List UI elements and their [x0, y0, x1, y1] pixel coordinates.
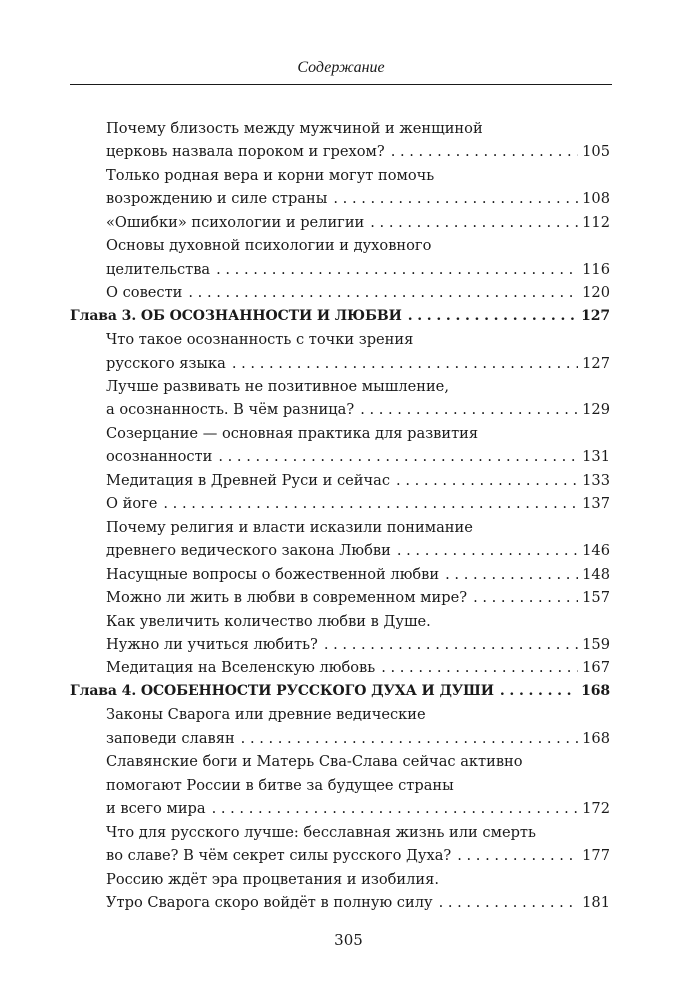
toc-entry-title-line: Почему религия и власти исказили понимание	[106, 518, 473, 536]
toc-page-number[interactable]: 127	[581, 307, 610, 324]
toc-entry[interactable]	[70, 328, 610, 375]
toc-entry-title-line: Славянские боги и Матерь Сва-Слава сейчас активно	[106, 753, 523, 771]
toc-entry-last-line	[106, 281, 610, 304]
toc-entry-title: Насущные вопросы о божественной любви	[106, 565, 440, 583]
toc-entry-last-line	[106, 891, 610, 914]
toc-entry-last-line	[106, 469, 610, 492]
toc-page-number[interactable]: 172	[582, 800, 610, 818]
toc-entry-title-line: Только родная вера и корни могут помочь	[106, 166, 435, 184]
dot-leader	[370, 211, 578, 234]
toc-entry-title: церковь назвала пороком и грехом?	[106, 143, 385, 161]
toc-entry-title-line: Лучше развивать не позитивное мышление,	[106, 377, 449, 395]
dot-leader	[163, 492, 578, 515]
dot-leader	[457, 844, 578, 867]
toc-entry-last-line	[70, 680, 610, 703]
toc-entry[interactable]	[70, 563, 610, 586]
toc-entry-title-line: Почему близость между мужчиной и женщиной	[106, 120, 483, 137]
toc-chapter-entry[interactable]	[70, 305, 610, 328]
toc-page-number[interactable]: 177	[582, 847, 610, 865]
toc-entry[interactable]	[70, 211, 610, 234]
toc-entry-last-line	[106, 211, 610, 234]
dot-leader	[397, 539, 578, 562]
toc-entry-title-line: Законы Сварога или древние ведические	[106, 706, 426, 724]
dot-leader	[324, 633, 578, 656]
toc-entry-title-line: Россию ждёт эра процветания и изобилия.	[106, 870, 439, 888]
toc-entry-title: Можно ли жить в любви в современном мире?	[106, 589, 468, 607]
toc-entry[interactable]	[70, 821, 610, 868]
toc-entry[interactable]	[70, 281, 610, 304]
running-header: Содержание	[297, 59, 385, 76]
toc-page-number[interactable]: 105	[582, 143, 610, 161]
toc-entry-last-line	[106, 258, 610, 281]
dot-leader	[212, 797, 579, 820]
toc-chapter-entry[interactable]	[70, 680, 610, 703]
toc-page-number[interactable]: 112	[582, 213, 610, 231]
toc-page-number[interactable]: 120	[582, 284, 610, 302]
dot-leader	[473, 586, 578, 609]
toc-entry-title: древнего ведического закона Любви	[106, 542, 391, 560]
toc-entry-last-line	[106, 586, 610, 609]
dot-leader	[232, 352, 578, 375]
toc-entry-last-line	[106, 187, 610, 210]
toc-page-number[interactable]: 148	[582, 565, 610, 583]
toc-page-number[interactable]: 116	[582, 260, 610, 278]
toc-entry[interactable]	[70, 610, 610, 657]
toc-entry-title: целительства	[106, 260, 211, 278]
dot-leader	[241, 727, 578, 750]
toc-page-number[interactable]: 133	[582, 471, 610, 489]
dot-leader	[218, 445, 578, 468]
toc-entry-title: Нужно ли учиться любить?	[106, 635, 318, 653]
toc-entry[interactable]	[70, 703, 610, 750]
dot-leader	[408, 305, 577, 328]
toc-page-number[interactable]: 146	[582, 542, 610, 560]
toc-entry[interactable]	[70, 586, 610, 609]
toc-page-number[interactable]: 157	[582, 589, 610, 607]
toc-entry-title: осознанности	[106, 448, 213, 466]
dot-leader	[439, 891, 579, 914]
toc-entry-last-line	[106, 445, 610, 468]
toc-entry-title: О совести	[106, 284, 183, 302]
toc-entry[interactable]	[70, 117, 610, 164]
toc-entry-last-line	[106, 539, 610, 562]
dot-leader	[391, 140, 578, 163]
toc-entry-last-line	[106, 844, 610, 867]
dot-leader	[396, 469, 578, 492]
dot-leader	[333, 187, 578, 210]
dot-leader	[188, 281, 578, 304]
toc-page-number[interactable]: 168	[581, 682, 610, 699]
toc-entry[interactable]	[70, 469, 610, 492]
toc-entry-last-line	[106, 140, 610, 163]
toc-entry-title: возрождению и силе страны	[106, 190, 328, 208]
toc-entry-title-line: Основы духовной психологии и духовного	[106, 237, 432, 255]
toc-entry-last-line	[106, 398, 610, 421]
dot-leader	[216, 258, 578, 281]
toc-entry-title-line: помогают России в битве за будущее страны	[106, 776, 454, 794]
toc-page-number[interactable]: 108	[582, 190, 610, 208]
toc-entry[interactable]	[70, 375, 610, 422]
toc-entry-title: заповеди славян	[106, 729, 235, 747]
dot-leader	[445, 563, 578, 586]
toc-entry-last-line	[106, 727, 610, 750]
toc-page-number[interactable]: 167	[582, 659, 610, 677]
dot-leader	[500, 680, 577, 703]
dot-leader	[360, 398, 578, 421]
toc-entry-title-line: Что такое осознанность с точки зрения	[106, 331, 414, 349]
dot-leader	[381, 656, 578, 679]
toc-entry-last-line	[70, 305, 610, 328]
toc-entry-title: а осознанность. В чём разница?	[106, 401, 355, 419]
toc-entry-title: Медитация на Вселенскую любовь	[106, 659, 376, 677]
toc-entry-title: «Ошибки» психологии и религии	[106, 213, 365, 231]
toc-entry-title: Глава 3. ОБ ОСОЗНАННОСТИ И ЛЮБВИ	[70, 307, 402, 324]
toc-entry-title: и всего мира	[106, 800, 206, 818]
toc-entry-last-line	[106, 492, 610, 515]
toc-entry-last-line	[106, 633, 610, 656]
toc-entry[interactable]	[70, 516, 610, 563]
toc-entry[interactable]	[70, 422, 610, 469]
toc-entry-title: русского языка	[106, 354, 226, 372]
toc-page-number[interactable]: 131	[582, 448, 610, 466]
toc-page-number[interactable]: 181	[582, 893, 610, 911]
table-of-contents	[70, 117, 610, 914]
toc-entry[interactable]	[70, 234, 610, 281]
toc-entry-last-line	[106, 797, 610, 820]
toc-entry-title: Утро Сварога скоро войдёт в полную силу	[106, 893, 433, 911]
toc-entry-title-line: Созерцание — основная практика для развития	[106, 424, 479, 442]
toc-entry-last-line	[106, 656, 610, 679]
toc-page-number[interactable]: 129	[582, 401, 610, 419]
toc-entry-last-line	[106, 352, 610, 375]
toc-entry[interactable]	[70, 656, 610, 679]
toc-entry-title: Медитация в Древней Руси и сейчас	[106, 471, 391, 489]
toc-entry-title: Глава 4. ОСОБЕННОСТИ РУССКОГО ДУХА И ДУШИ	[70, 682, 494, 699]
toc-entry-title-line: Как увеличить количество любви в Душе.	[106, 612, 431, 630]
toc-page-number[interactable]: 127	[582, 354, 610, 372]
toc-entry[interactable]	[70, 868, 610, 915]
toc-entry-last-line	[106, 563, 610, 586]
toc-page-number[interactable]: 137	[582, 495, 610, 513]
page-number: 305	[334, 931, 363, 949]
toc-entry[interactable]	[70, 164, 610, 211]
header-rule	[70, 84, 612, 85]
toc-page-number[interactable]: 168	[582, 729, 610, 747]
toc-entry[interactable]	[70, 492, 610, 515]
toc-page-number[interactable]: 159	[582, 635, 610, 653]
toc-entry[interactable]	[70, 750, 610, 820]
toc-entry-title: О йоге	[106, 495, 158, 513]
toc-entry-title: во славе? В чём секрет силы русского Духа?	[106, 847, 452, 865]
toc-entry-title-line: Что для русского лучше: бесславная жизнь или смерть	[106, 823, 536, 841]
